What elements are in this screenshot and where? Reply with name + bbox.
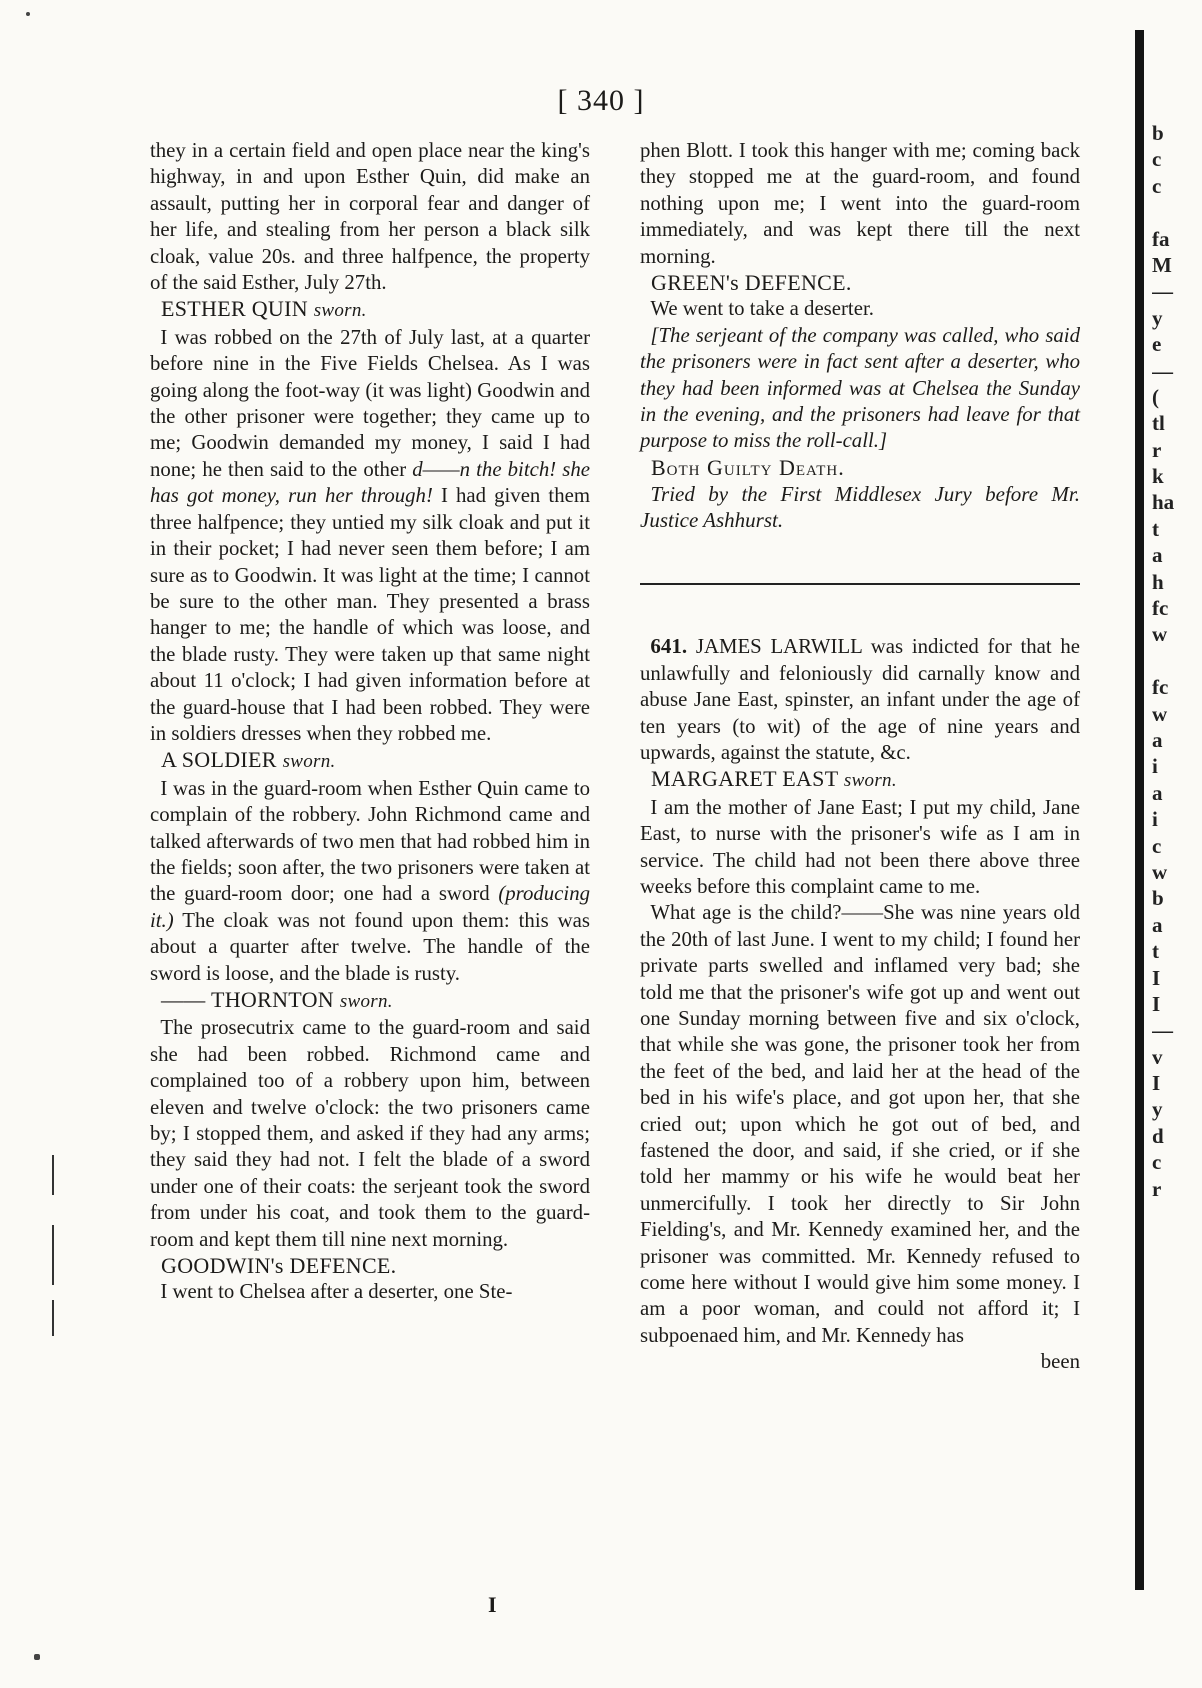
witness-name: MARGARET EAST [651, 766, 839, 792]
witness-heading [150, 747, 590, 775]
edge-fragment: c [1152, 173, 1162, 198]
paragraph: What age is the child?——She was nine years old the 20th of last June. I went to my child; I found her private parts swelled and inflamed very bad; she told me that the prisoner's wife got up and went out one Sunday morning between five and six o'clock, that while she was gone, the prisoner took her from the feet of the bed, and laid her at the head of the bed in his wife's place, and got upon her, that she cried out; upon which he got out of bed, and fastened the door, and said, if she cried, or if she told her mammy or his wife he would beat her unmercifully. I took her directly to Sir John Fielding's, and Mr. Kennedy examined her, and the prisoner was committed. Mr. Kennedy refused to come here without I would give him some money. I am a poor woman, and could not afford it; I subpoenaed him, and Mr. Kennedy has [640, 901, 1080, 1347]
edge-fragment: M [1152, 252, 1172, 277]
witness-heading [150, 987, 590, 1015]
edge-fragment: r [1152, 1176, 1162, 1201]
binding-gutter [1135, 30, 1144, 1590]
text-run: I was in the guard-room when Esther Quin came to complain of the robbery. John Richmond came and talked afterwards of two men that had robbed him in the fields; soon after, the two prisoners were taken at the guard-room door; one had a sword [150, 776, 590, 906]
edge-fragment: a [1152, 543, 1163, 568]
edge-fragment: tl [1152, 411, 1165, 436]
text-run: I had given them three halfpence; they untied my silk cloak and put it in their pocket; I had never seen them before; I am sure as to Goodwin. It was light at the time; I cannot be sure to the other man. They presented a brass hanger to me; the handle of which was loose, and the blade rusty. They were taken up that same night about 11 o'clock; I had given information before at the guard-house that I had been robbed. They were in soldiers dresses when they robbed me. [150, 484, 590, 745]
edge-fragment: v [1152, 1044, 1163, 1069]
quote: d——n the bitch! she has got money, run her through! [150, 457, 590, 508]
edge-fragment: y [1152, 1097, 1163, 1122]
edge-fragment: c [1152, 833, 1162, 858]
edge-fragment: w [1152, 859, 1168, 884]
case-number: 641. [650, 634, 688, 659]
edge-fragment: y [1152, 305, 1163, 330]
edge-fragment: h [1152, 569, 1164, 594]
catchword: been [1040, 1350, 1080, 1374]
facing-page-edge [1152, 120, 1202, 1202]
edge-fragment: — [1152, 1018, 1173, 1043]
defence-heading: GREEN's DEFENCE. [651, 270, 852, 296]
paragraph: We went to take a deserter. [650, 297, 874, 321]
edge-fragment: I [1152, 1071, 1161, 1096]
edge-fragment: w [1152, 701, 1168, 726]
ink-speck [34, 1654, 40, 1660]
paragraph: I went to Chelsea after a deserter, one Ste- [160, 1280, 513, 1304]
indictment-paragraph [640, 633, 1080, 766]
sworn-label: sworn. [313, 300, 367, 322]
witness-name: A SOLDIER [161, 747, 277, 773]
edge-fragment: w [1152, 622, 1168, 647]
bracketed-note: [The serjeant of the company was called, who said the prisoners were in fact sent after a deserter, who they had been informed was at Chelsea the Sunday in the evening, and the prisoners had leave for that purpose to miss the roll-call.] [640, 323, 1080, 453]
ink-speck [26, 12, 30, 16]
paragraph: I am the mother of Jane East; I put my child, Jane East, to nurse with the prisoner's wife as I am in service. The child had not been there above three weeks before this complaint came to me. [640, 795, 1080, 898]
paragraph [150, 776, 590, 987]
edge-fragment: e [1152, 332, 1162, 357]
edge-fragment: i [1152, 754, 1158, 779]
edge-fragment [1152, 648, 1202, 674]
edge-fragment [1152, 199, 1202, 225]
paragraph: they in a certain field and open place near the king's highway, in and upon Esther Quin, did make an assault, putting her in corporal fear and danger of her life, and stealing from her person a black silk cloak, value 20s. and three halfpence, the property of the said Esther, July 27th. [150, 139, 590, 295]
defence-heading: GOODWIN's DEFENCE. [161, 1253, 397, 1279]
witness-name: ESTHER QUIN [161, 296, 308, 322]
sworn-label: sworn. [843, 770, 897, 792]
margin-mark [52, 1300, 54, 1336]
text-run: The cloak was not found upon them: this was about a quarter after twelve. The handle of the sword is loose, and the blade is rusty. [150, 908, 590, 985]
edge-fragment: fa [1152, 226, 1170, 251]
edge-fragment: d [1152, 1123, 1164, 1148]
witness-heading [150, 296, 590, 324]
tried-before: Tried by the First Middlesex Jury before Mr. Justice Ashhurst. [640, 482, 1080, 533]
sworn-label: sworn. [339, 991, 393, 1012]
edge-fragment: c [1152, 1150, 1162, 1175]
left-column [150, 138, 590, 1306]
paragraph [150, 325, 590, 748]
edge-fragment: b [1152, 886, 1164, 911]
edge-fragment: ha [1152, 490, 1175, 515]
page-number: [ 340 ] [557, 84, 645, 117]
edge-fragment: — [1152, 279, 1173, 304]
edge-fragment: k [1152, 464, 1164, 489]
text-run: I was robbed on the 27th of July last, at a quarter before nine in the Five Fields Chelsea. As I was going along the foot-way (it was light) Goodwin and the other prisoner were together; they came up to me; Goodwin demanded my money, I said I had none; he then said to the other [150, 325, 590, 481]
witness-name: —— THORNTON [161, 987, 334, 1012]
edge-fragment: t [1152, 939, 1159, 964]
edge-fragment: a [1152, 780, 1163, 805]
sworn-label: sworn. [282, 751, 336, 773]
paragraph: phen Blott. I took this hanger with me; coming back they stopped me at the guard-room, and found nothing upon me; I went into the guard-room immediately, and was kept there till the next morning. [640, 139, 1080, 268]
edge-fragment: b [1152, 121, 1164, 145]
edge-fragment: t [1152, 516, 1159, 541]
edge-fragment: fc [1152, 596, 1169, 621]
section-rule [640, 583, 1080, 585]
paragraph: The prosecutrix came to the guard-room and said she had been robbed. Richmond came and complained too of a robbery upon him, between eleven and twelve o'clock: the two prisoners came by; I stopped them, and asked if they had any arms; they said they had not. I felt the blade of a sword under one of their coats: the serjeant took the sword from under his coat, and took them to the guard-room and kept them till nine next morning. [150, 1016, 590, 1251]
edge-fragment: a [1152, 912, 1163, 937]
margin-mark [52, 1225, 54, 1285]
verdict: Both Guilty Death. [651, 454, 845, 480]
edge-fragment: I [1152, 991, 1161, 1016]
witness-heading [640, 766, 1080, 794]
margin-mark [52, 1155, 54, 1195]
edge-fragment: a [1152, 727, 1163, 752]
signature-mark: I [488, 1592, 497, 1617]
edge-fragment: I [1152, 965, 1161, 990]
edge-fragment: — [1152, 358, 1173, 383]
right-column [640, 138, 1080, 1376]
edge-fragment: fc [1152, 675, 1169, 700]
edge-fragment: c [1152, 147, 1162, 172]
edge-fragment: ( [1152, 384, 1159, 409]
text-run: JAMES LARWILL was indicted for that he unlawfully and feloniously did carnally know and abuse Jane East, spinster, an infant under the age of ten years (to wit) of the age of nine years and upwards, against the statute, &c. [640, 635, 1081, 764]
edge-fragment: r [1152, 437, 1162, 462]
edge-fragment: i [1152, 807, 1158, 832]
stage-direction: (producing it.) [150, 882, 590, 932]
